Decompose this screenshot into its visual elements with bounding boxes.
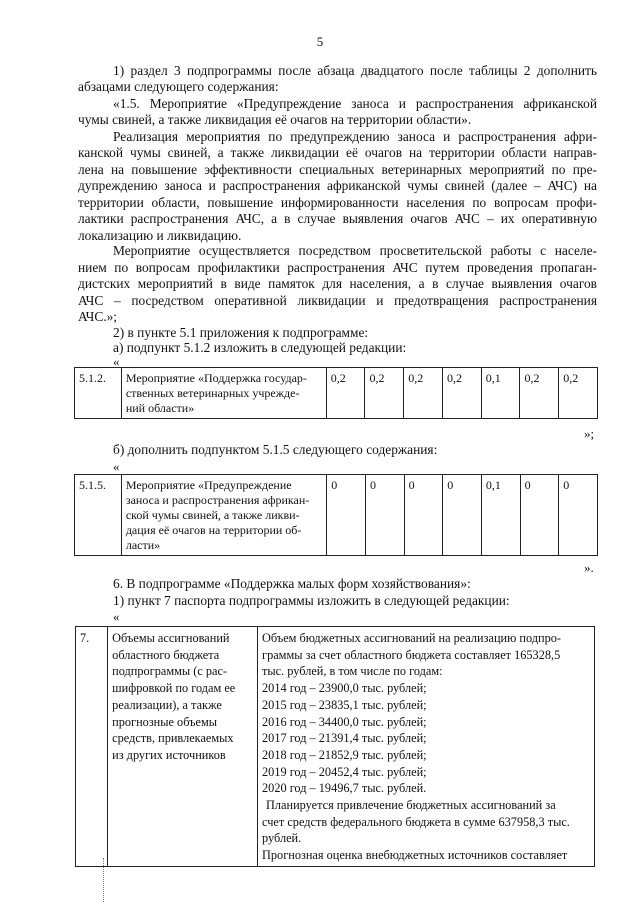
item-label-line: шифровкой по годам ее [112,681,236,696]
item-code: 5.1.5. [75,475,122,556]
opening-quote: « [113,354,120,369]
value-cell: 0 [520,475,559,556]
paragraph-line: нием по вопросам профилактики распространения АЧС путем проведения пропаган- [78,260,597,275]
item-name-line: заноса и распространения африкан- [125,493,310,507]
item-number: 7. [76,627,108,867]
description-line: 2018 год – 21852,9 тыс. рублей; [262,747,427,762]
item-name-line: Мероприятие «Предупреждение [125,478,292,492]
item-description [258,627,595,867]
paragraph-line: локализацию и ликвидацию. [78,228,242,243]
description-line: граммы за счет областного бюджета составляет 165328,5 [262,647,561,662]
item-name [121,368,326,419]
description-line: тыс. рублей, в том числе по годам: [262,664,443,679]
paragraph-line: «1.5. Мероприятие «Предупреждение заноса и распространения африканской [113,96,597,111]
paragraph-line: АЧС.»; [78,309,118,324]
description-line: Планируется привлечение бюджетных ассигнований за [266,798,556,813]
item-name-line: ской чумы свиней, а также ликви- [125,508,300,522]
item-label-line: подпрограммы (с рас- [112,664,228,679]
item-name [121,475,326,556]
item-label-line: реализации), а также [112,697,222,712]
paragraph-line: Реализация мероприятия по предупреждению заноса и распространения афри- [113,129,597,144]
opening-quote: « [113,609,120,624]
paragraph-line: 6. В подпрограмме «Поддержка малых форм хозяйствования»: [113,576,471,591]
value-cell: 0 [365,475,404,556]
value-cell: 0,2 [559,368,598,419]
paragraph-line: а) подпункт 5.1.2 изложить в следующей редакции: [113,340,407,355]
value-cell: 0,2 [520,368,559,419]
paragraph-line: Мероприятие осуществляется посредством просветительской работы с населе- [113,243,597,258]
value-cell: 0 [404,475,443,556]
paragraph-line: 1) пункт 7 паспорта подпрограммы изложить в следующей редакции: [113,593,510,608]
paragraph-line: дупреждению заноса и распространения африканской чумы свиней (далее – АЧС) на [78,178,597,193]
value-cell: 0 [443,475,482,556]
description-line: 2016 год – 34400,0 тыс. рублей; [262,714,427,729]
description-line: счет средств федерального бюджета в сумме 637958,3 тыс. [262,814,570,829]
item-label-line: прогнозные объемы [112,714,218,729]
paragraph-line: 1) раздел 3 подпрограммы после абзаца двадцатого после таблицы 2 дополнить [113,63,597,78]
paragraph-line: лена на повышение эффективности специальных ветеринарных мероприятий по пре- [78,162,597,177]
description-line: Объем бюджетных ассигнований на реализацию подпро- [262,631,561,645]
closing-quote: ». [584,560,594,575]
item-label-line: из других источников [112,747,226,762]
paragraph-line: б) дополнить подпунктом 5.1.5 следующего содержания: [113,442,438,457]
value-cell: 0,2 [365,368,404,419]
value-cell: 0,2 [326,368,365,419]
description-line: 2019 год – 20452,4 тыс. рублей; [262,764,427,779]
subprogram-table-5-1-5 [74,474,598,556]
paragraph-line: 2) в пункте 5.1 приложения к подпрограмме: [113,325,369,340]
item-label-line: средств, привлекаемых [112,731,234,746]
passport-table-item-7 [75,626,595,867]
description-line: 2020 год – 19496,7 тыс. рублей. [262,781,427,796]
paragraph-line: территории области, повышение информированности населения по вопросам профи- [78,195,597,210]
value-cell: 0,2 [442,368,481,419]
value-cell: 0 [559,475,598,556]
item-name-line: дация её очагов на территории об- [125,523,302,537]
description-line: Прогнозная оценка внебюджетных источников составляет [262,848,568,863]
item-code: 5.1.2. [75,368,122,419]
paragraph-line: чумы свиней, а также ликвидация её очагов на территории области». [78,112,472,127]
paragraph-line: АЧС – посредством оперативной ликвидации и предотвращения распространения [78,293,597,308]
page-number: 5 [316,34,324,49]
item-name-line: ственных ветеринарных учрежде- [125,386,300,400]
value-cell: 0,2 [404,368,443,419]
value-cell: 0,1 [481,475,520,556]
item-name-line: ний области» [125,401,195,415]
table-row [75,368,598,419]
paragraph-line: лактики распространения АЧС, а в случае выявления очагов АЧС – их оперативную [78,211,597,226]
margin-mark [103,858,106,902]
item-label-line: Объемы ассигнований [112,631,230,645]
paragraph-line: канской чумы свиней, а также ликвидации её очагов на территории области направ- [78,145,597,160]
item-name-line: ласти» [125,538,161,552]
subprogram-table-5-1-2 [74,367,598,419]
item-label-line: областного бюджета [112,647,220,662]
paragraph-line: дистских мероприятий в виде памяток для населения, а в случае выявления очагов [78,276,597,291]
value-cell: 0 [327,475,366,556]
opening-quote: « [113,459,120,474]
table-row [75,475,598,556]
description-line: 2015 год – 23835,1 тыс. рублей; [262,697,427,712]
item-label [108,627,258,867]
closing-quote: »; [584,426,595,441]
paragraph-line: абзацами следующего содержания: [78,79,279,94]
item-name-line: Мероприятие «Поддержка государ- [125,371,307,385]
description-line: 2017 год – 21391,4 тыс. рублей; [262,731,427,746]
value-cell: 0,1 [481,368,520,419]
description-line: 2014 год – 23900,0 тыс. рублей; [262,681,427,696]
table-row [76,627,595,867]
description-line: рублей. [262,831,302,846]
